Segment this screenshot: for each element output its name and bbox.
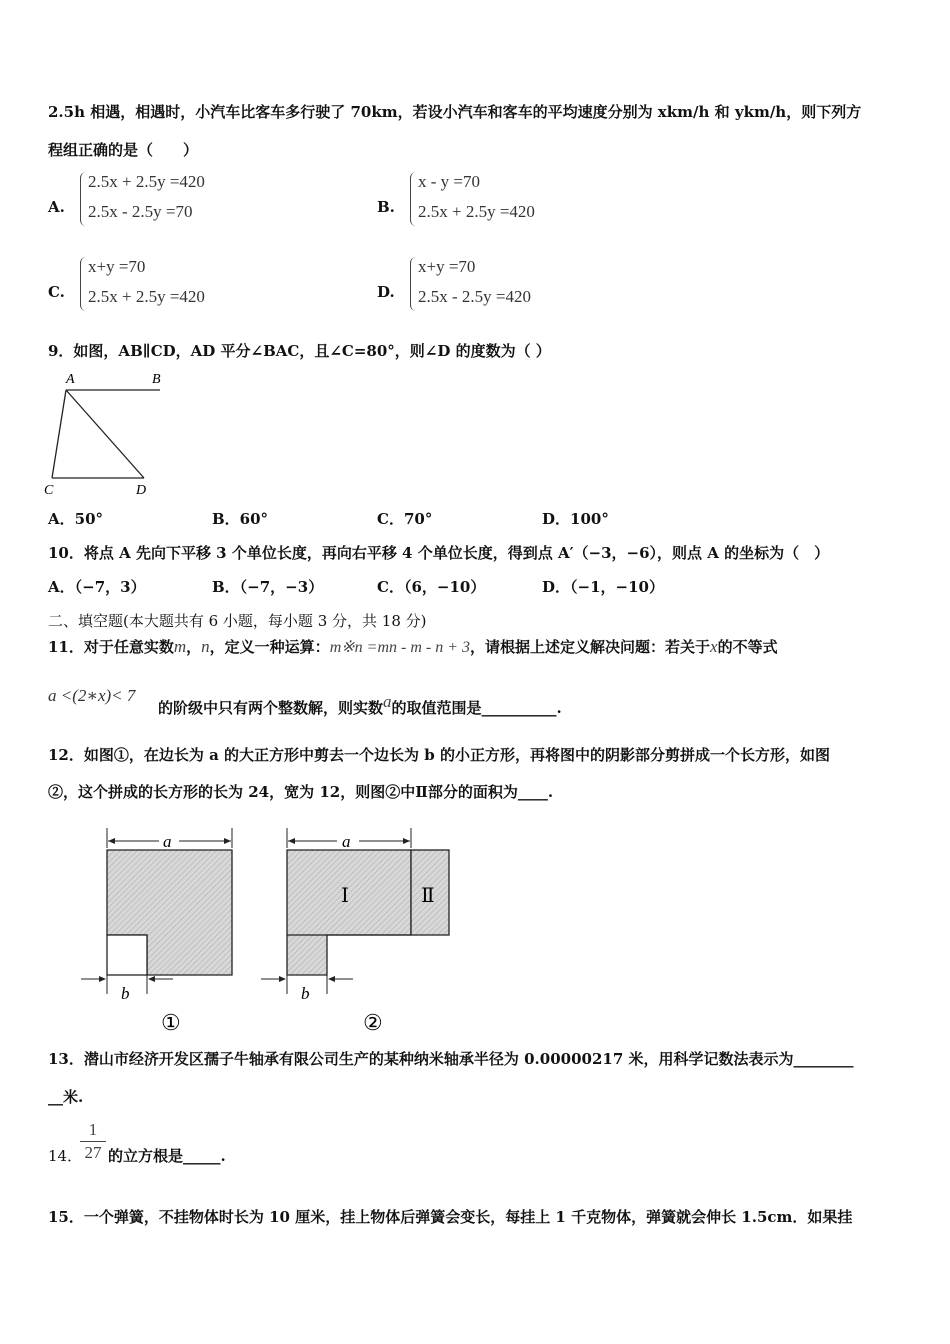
fraction-bar (80, 1141, 106, 1142)
option-label: C. (48, 283, 65, 301)
q9-option-b: B．60° (212, 510, 269, 528)
q15-line1: 15．一个弹簧，不挂物体时长为 10 厘米，挂上物体后弹簧会变长，每挂上 1 千克物体，弹簧就会伸长 1.5cm．如果挂 (48, 1208, 853, 1226)
arrow (148, 976, 155, 982)
q11-prefix: 11．对于任意实数 (48, 638, 174, 656)
brace (80, 172, 88, 226)
q9-stem: 9．如图，AB∥CD，AD 平分∠BAC，且∠C=80°，则∠D 的度数为（ ） (48, 342, 551, 360)
option-label: B. (377, 198, 395, 216)
q9-option-d: D．100° (542, 510, 609, 528)
q8-line1: 2.5h 相遇，相遇时，小汽车比客车多行驶了 70km，若设小汽车和客车的平均速度分别为 xkm/h 和 ykm/h，则下列方 (48, 103, 862, 121)
arrow (328, 976, 335, 982)
option-label: D. (377, 283, 395, 301)
equation: 2.5x - 2.5y =70 (88, 202, 193, 221)
line-ac (52, 390, 66, 478)
arrow (288, 838, 295, 844)
q10-option-b: B．（−7，−3） (212, 578, 324, 596)
q11-inequality: a <(2∗x)< 7 (48, 686, 136, 705)
equation: x+y =70 (418, 257, 476, 276)
q14-text: 的立方根是_____. (108, 1147, 226, 1165)
q12-line2: ②，这个拼成的长方形的长为 24，宽为 12，则图②中Ⅱ部分的面积为____. (48, 783, 554, 801)
section-2-heading: 二、填空题(本大题共有 6 小题，每小题 3 分，共 18 分) (48, 612, 427, 630)
q11-line2 (158, 692, 562, 718)
q10-stem: 10．将点 A 先向下平移 3 个单位长度，再向右平移 4 个单位长度，得到点 A′（−3，−6），则点 A 的坐标为（ ） (48, 544, 830, 562)
equation: 2.5x + 2.5y =420 (88, 287, 205, 306)
q12-figure (75, 822, 475, 1037)
label-a: a (342, 832, 351, 851)
q14-number: 14． (48, 1147, 83, 1165)
label-b: B (152, 372, 161, 387)
q10-option-d: D．（−1，−10） (542, 578, 664, 596)
q8-line2: 程组正确的是（ ） (48, 141, 199, 159)
fraction-denominator: 27 (84, 1143, 102, 1162)
q9-option-a: A．50° (48, 510, 104, 528)
var-a: a (383, 692, 392, 711)
arrow (224, 838, 231, 844)
q13-line2: __米. (48, 1088, 84, 1106)
var-x: x (710, 637, 718, 656)
fraction-numerator: 1 (88, 1120, 98, 1139)
q9-triangle-figure (40, 368, 170, 500)
arrow (279, 976, 286, 982)
label-part-i: Ⅰ (341, 885, 349, 907)
equation: 2.5x + 2.5y =420 (88, 172, 205, 191)
label-part-ii: Ⅱ (421, 885, 435, 907)
brace (410, 257, 418, 311)
figure-2 (261, 828, 449, 1035)
arrow (108, 838, 115, 844)
label-d: D (136, 483, 147, 498)
q10-option-a: A．（−7，3） (48, 578, 146, 596)
equation: 2.5x - 2.5y =420 (418, 287, 531, 306)
q13-line1: 13．潜山市经济开发区孺子牛轴承有限公司生产的某种纳米轴承半径为 0.00000217 米，用科学记数法表示为________ (48, 1050, 854, 1068)
q12-line1: 12．如图①，在边长为 a 的大正方形中剪去一个边长为 b 的小正方形，再将图中的阴影部分剪拼成一个长方形，如图 (48, 746, 830, 764)
q10-option-c: C．（6，−10） (377, 578, 486, 596)
q14-fraction (80, 1120, 106, 1163)
q11-mid2: ，请根据上述定义解决问题：若关于 (470, 638, 711, 656)
brace (410, 172, 418, 226)
arrow (99, 976, 106, 982)
var-m: m (173, 637, 187, 656)
label-b: b (121, 984, 130, 1003)
small-square (107, 935, 147, 975)
operation-def: m※n =mn - m - n + 3 (329, 639, 471, 656)
equation: 2.5x + 2.5y =420 (418, 202, 535, 221)
q11-line1 (48, 637, 778, 658)
brace (80, 257, 88, 311)
q11-mid: ，定义一种运算： (209, 638, 330, 656)
label-b: b (301, 984, 310, 1003)
figure-1 (81, 828, 232, 1035)
option-label: A. (48, 198, 65, 216)
equation: x+y =70 (88, 257, 146, 276)
label-c: C (44, 483, 54, 498)
line-ad (66, 390, 144, 478)
q11-comma: ， (186, 638, 202, 656)
figure-number: ② (363, 1010, 383, 1035)
q11-line2b: 的取值范围是__________. (391, 699, 562, 717)
label-a: a (163, 832, 172, 851)
q11-suffix: 的不等式 (717, 638, 778, 656)
q9-option-c: C．70° (377, 510, 433, 528)
equation: x - y =70 (418, 172, 480, 191)
shaded-region (287, 850, 411, 975)
var-n: n (201, 637, 210, 656)
q11-line2a: 的阶级中只有两个整数解，则实数 (158, 699, 384, 717)
figure-number: ① (161, 1010, 181, 1035)
arrow (403, 838, 410, 844)
label-a: A (66, 372, 75, 387)
